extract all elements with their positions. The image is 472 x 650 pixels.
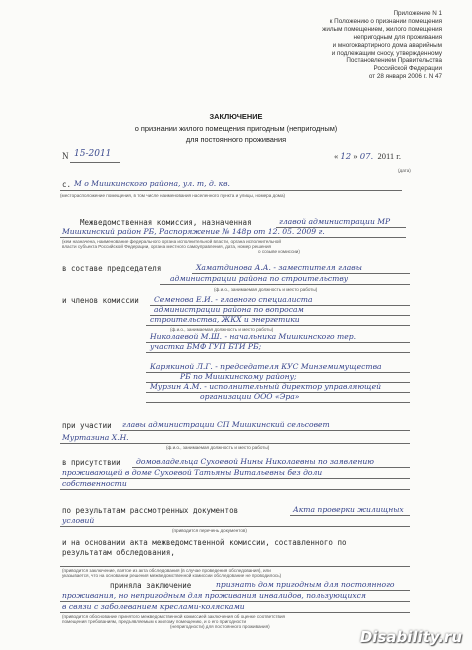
member-line: РБ по Мишкинскому району; — [180, 372, 297, 381]
basis-underline — [60, 566, 410, 567]
participation-caption: (ф.и.о., занимаемая должность и место работы) — [166, 445, 270, 450]
commission-order: Мишкинский район РБ, Распоряжение № 148р от 12. 05. 2009 г. — [62, 227, 325, 236]
member-line: Мурзин А.М. - исполнительный директор управляющей — [150, 382, 382, 391]
presence-underline-3 — [60, 489, 410, 490]
participation-name: Муртазина Х.Н. — [62, 433, 129, 442]
date-day: 12 — [340, 152, 352, 162]
presence-owner: домовладельца Сухоевой Нины Николаевны по заявлению — [136, 457, 374, 466]
conclusion-caption: (непригодности) для постоянного проживания) — [170, 624, 270, 629]
number-underline — [70, 162, 120, 163]
conclusion-underline-3 — [60, 612, 410, 613]
header-line: Приложение N 1 — [393, 10, 442, 17]
participation-position: главы администрации СП Мишкинский сельсовет — [122, 420, 330, 429]
date-field — [334, 151, 401, 162]
appendix-header — [232, 10, 442, 81]
header-line: и подлежащим сносу, утвержденному — [331, 49, 442, 57]
commission-underline-2 — [60, 237, 406, 238]
date-year: 2011 г. — [377, 151, 401, 161]
location-caption: (месторасположение помещения, в том числе наименования населенного пункта и улицы, номера дома) — [60, 193, 286, 198]
header-line: и многоквартирного дома аварийным — [332, 41, 442, 49]
members-underline — [146, 352, 410, 353]
members-caption: (ф.и.о., занимаемая должность и место работы) — [170, 327, 274, 332]
number-label: N — [62, 151, 69, 161]
commission-caption: власти субъекта Российской Федерации, органа местного самоуправления, дата, номер решения — [62, 244, 272, 249]
participation-underline-2 — [60, 443, 410, 444]
members-underline — [146, 402, 410, 403]
location-prefix: с. — [62, 180, 72, 189]
member-line: Карякиной Л.Г. - председателя КУС Минземимущества — [150, 362, 382, 371]
watermark-logo: Disability.ru — [359, 628, 462, 646]
document-title: ЗАКЛЮЧЕНИЕ — [209, 112, 263, 121]
conclusion-caption: (приводится обоснование принятого межведомственной комиссией заключения об оценке соответствия — [62, 614, 286, 619]
member-line: участка БМФ ГУП БТИ РБ; — [150, 342, 262, 351]
commission-caption: о созыве комиссии) — [258, 249, 300, 254]
members-label: и членов комиссии — [62, 296, 139, 305]
commission-label: Межведомственная комиссия, назначенная — [80, 218, 252, 227]
conclusion-text: признать дом пригодным для постоянного — [216, 580, 395, 589]
header-line: Российской Федерации — [373, 65, 442, 73]
basis-line-1: и на основании акта межведомственной комиссии, составленного по — [62, 538, 347, 547]
documents-underline-1 — [290, 515, 410, 516]
header-line: от 28 января 2006 г. N 47 — [368, 73, 442, 81]
chair-underline-2 — [160, 284, 410, 285]
header-line: Постановлением Правительства — [346, 57, 442, 65]
documents-act-cont: условий — [62, 516, 95, 525]
participation-underline-1 — [120, 430, 410, 431]
presence-label: в присутствии — [62, 458, 121, 467]
member-line: Николаевой М.Ш. - начальника Мишкинского тер. — [150, 332, 356, 341]
location-value: М о Мишкинского района, ул. т, д. кв. — [74, 179, 230, 188]
member-line: администрации района по вопросам — [154, 305, 304, 314]
basis-caption: (приводится заключение, взятое из акта обследования (в случае проведения обследования), или — [62, 568, 271, 573]
conclusion-text: проживания, но непригодным для проживания инвалидов, пользующихся — [62, 591, 366, 600]
chair-caption: (ф.и.о., занимаемая должность и место работы) — [214, 287, 318, 292]
documents-underline-2 — [60, 526, 410, 527]
document-subtitle: о признании жилого помещения пригодным (непригодным) — [134, 124, 338, 133]
header-line: к Положению о признании помещения — [329, 17, 442, 25]
conclusion-label: приняла заключение — [110, 581, 192, 590]
member-line: организации ООО «Эра» — [200, 392, 300, 401]
basis-line-2: результатам обследования, — [62, 548, 175, 557]
document-subtitle-2: для постоянного проживания — [185, 135, 287, 144]
chair-label: в составе председателя — [62, 264, 162, 273]
chair-name: Хаматдинова А.А. - заместителя главы — [196, 263, 362, 272]
commission-appointed-by: главой администрации МР — [279, 217, 391, 226]
date-quote-close: » — [353, 151, 358, 161]
basis-caption: указывается, что на основании решения межведомственной комиссии обследование не проводилось) — [62, 573, 282, 578]
location-underline — [60, 190, 402, 191]
documents-label: по результатам рассмотренных документов — [62, 506, 239, 515]
participation-label: при участии — [62, 421, 112, 430]
date-caption: (дата) — [398, 168, 411, 173]
member-line: Семенова Е.И. - главного специалиста — [154, 295, 313, 304]
presence-note: собственности — [62, 479, 127, 488]
date-month: 07. — [359, 152, 374, 162]
commission-caption: (кем назначена, наименование федерального органа исполнительной власти, органа исполнительной — [62, 239, 281, 244]
conclusion-caption: помещения требованиям, предъявляемым к жилому помещению, и о его пригодности — [62, 619, 247, 624]
documents-caption: (приводится перечень документов) — [172, 528, 247, 533]
header-line: жилым помещением, жилого помещения — [322, 25, 442, 33]
header-line: непригодным для проживания — [353, 33, 442, 41]
member-line: строительства, ЖКХ и энергетики — [150, 315, 300, 324]
presence-resident: проживающей в доме Сухоевой Татьяны Витальевны без доли — [62, 468, 323, 477]
number-value: 15-2011 — [74, 149, 112, 159]
documents-act: Акта проверки жилищных — [293, 505, 404, 514]
members-underline — [146, 325, 410, 326]
date-quote-open: « — [334, 151, 339, 161]
chair-position: администрации района по строительству — [170, 274, 349, 283]
conclusion-text: в связи с заболеванием креслами-колясками — [62, 602, 245, 611]
